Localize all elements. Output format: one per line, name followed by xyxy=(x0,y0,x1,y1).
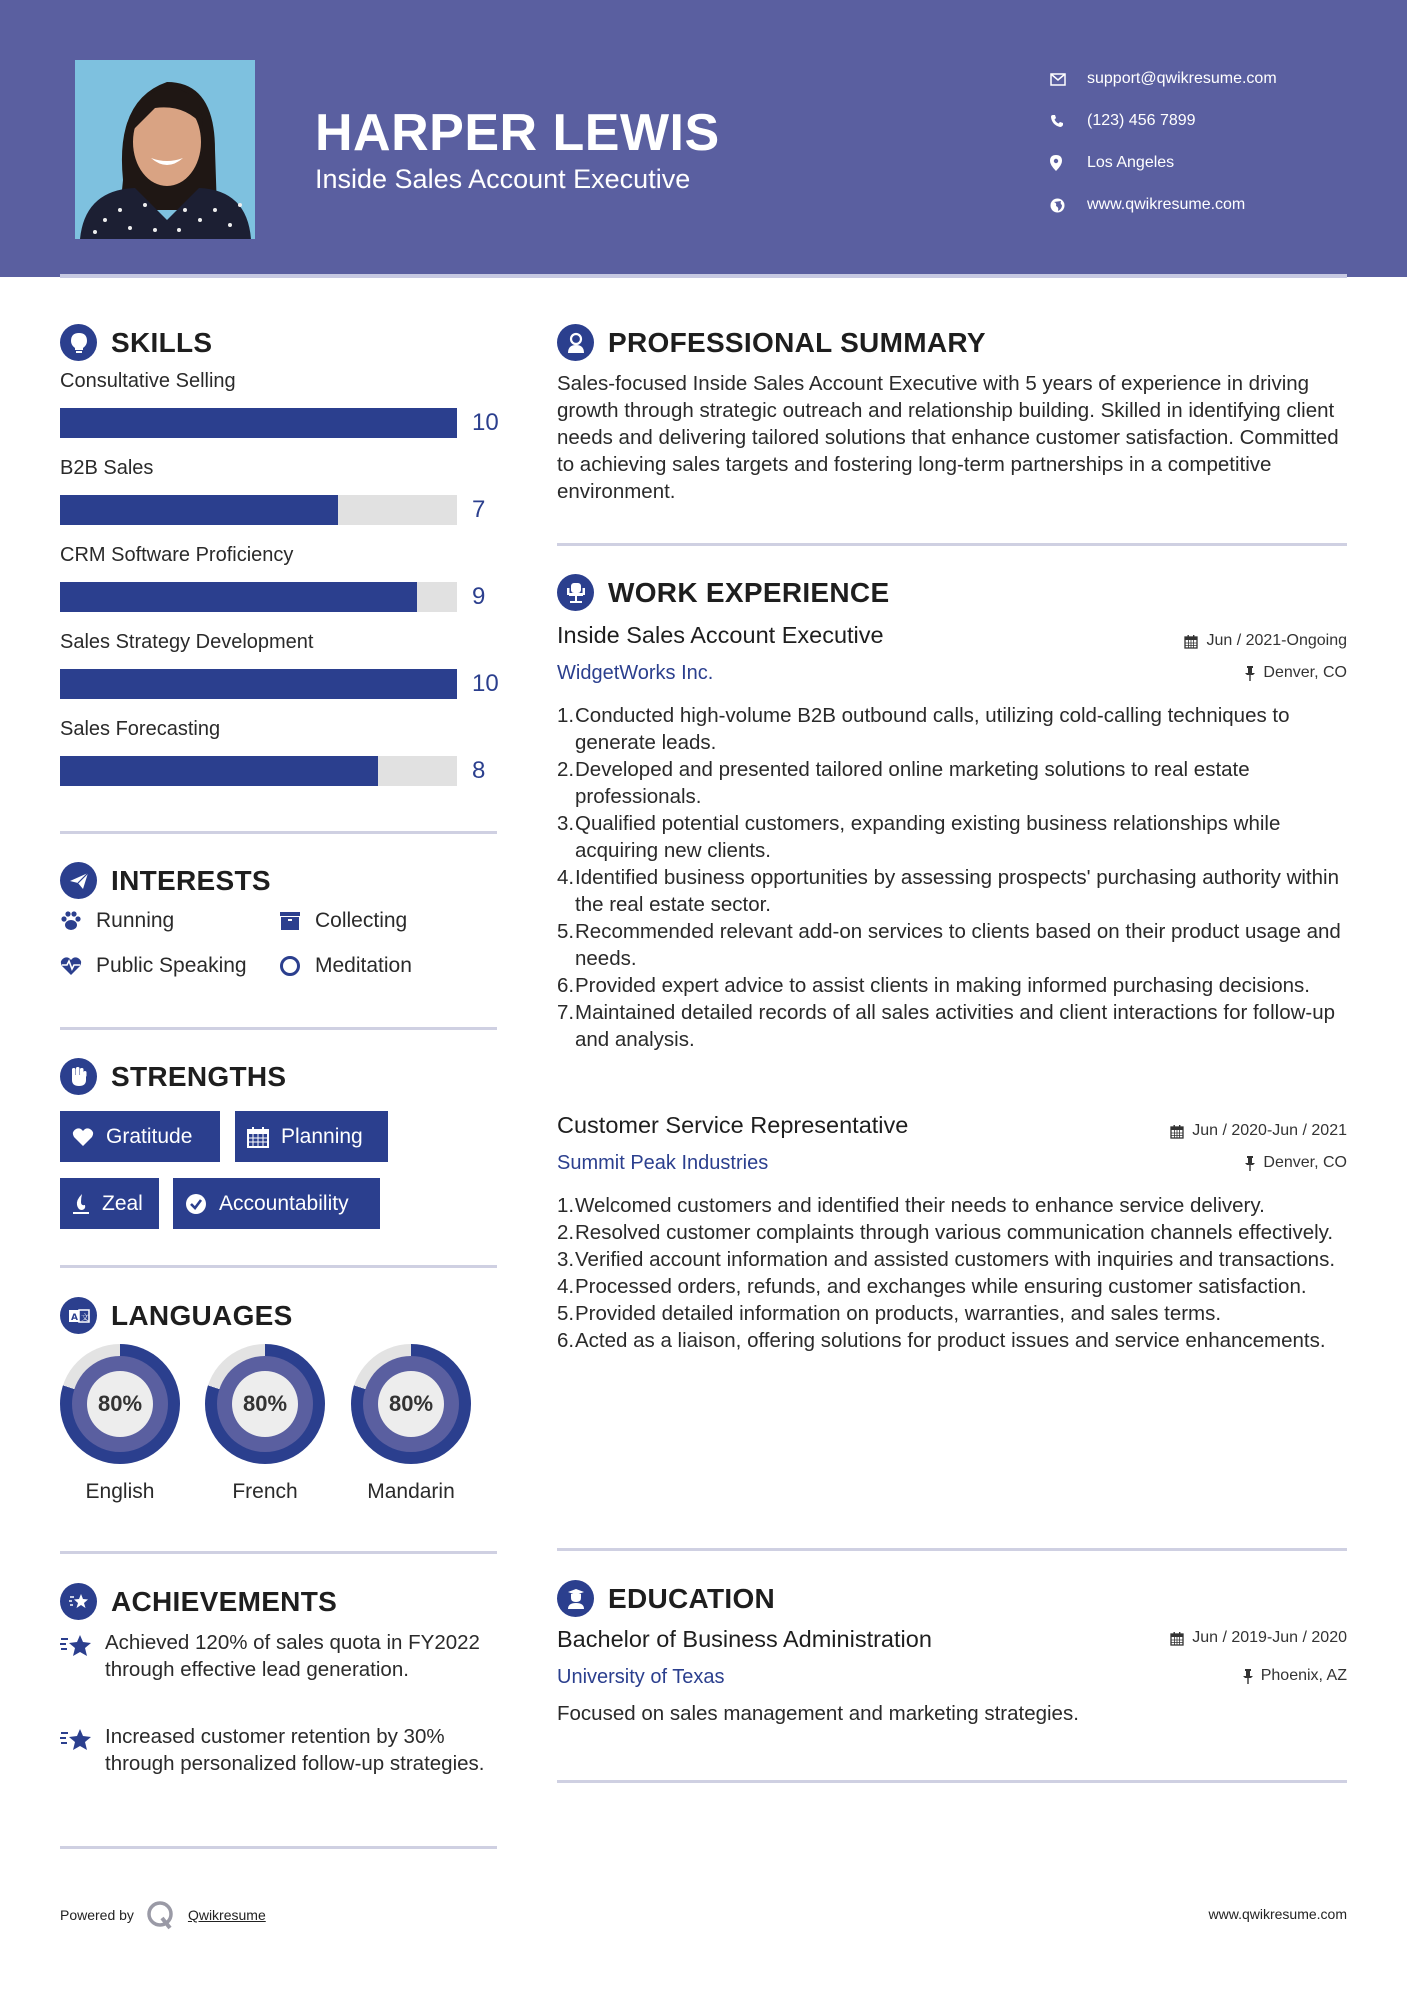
qwikresume-logo-icon xyxy=(146,1900,176,1930)
skill-bar-fill xyxy=(60,582,417,612)
pushpin-icon xyxy=(1245,666,1255,681)
footer-powered-by: Powered by Qwikresume xyxy=(60,1900,266,1930)
language-label: English xyxy=(85,1480,155,1503)
star-icon xyxy=(60,1723,105,1777)
svg-text:A: A xyxy=(70,1312,78,1323)
list-item: 5. Provided detailed information on products, warranties, and sales terms. xyxy=(557,1302,1222,1325)
interest-item: Collecting xyxy=(279,909,407,933)
job-location: Denver, CO xyxy=(1245,1154,1347,1172)
pushpin-icon xyxy=(1245,1156,1255,1171)
skill-label: Sales Forecasting xyxy=(60,718,221,740)
job-dates: Jun / 2021-Ongoing xyxy=(1184,632,1347,650)
job-location: Denver, CO xyxy=(1245,664,1347,682)
star-badge-icon xyxy=(60,1583,97,1620)
translate-icon xyxy=(60,1297,97,1334)
education-school: University of Texas xyxy=(557,1666,725,1688)
flame-icon xyxy=(72,1193,90,1215)
skill-bar-fill xyxy=(60,495,338,525)
candidate-name: HARPER LEWIS xyxy=(315,104,720,162)
skill-value: 10 xyxy=(472,670,499,697)
skill-bar xyxy=(60,408,457,438)
archive-box-icon xyxy=(279,911,315,931)
circle-icon xyxy=(279,955,315,977)
calendar-icon xyxy=(1170,1124,1184,1139)
section-divider xyxy=(60,1551,497,1554)
education-dates: Jun / 2019-Jun / 2020 xyxy=(1170,1629,1347,1647)
summary-text: Sales-focused Inside Sales Account Executive with 5 years of experience in driving growth through strategic outreach and relationship building. Skilled in identifying client needs and delivering tailored solutions that enhance customer satisfaction. Committed to achieving sales targets and fostering long-term partnerships in a competitive environment. xyxy=(557,372,1339,503)
list-item: 6. Acted as a liaison, offering solutions for product issues and service enhancements. xyxy=(557,1329,1326,1352)
phone-icon xyxy=(1050,114,1087,128)
list-item: 5. Recommended relevant add-on services to clients based on their product usage and needs. xyxy=(557,920,1341,970)
list-item: 7. Maintained detailed records of all sales activities and client interactions for follow-up and analysis. xyxy=(557,1001,1336,1051)
paw-icon xyxy=(60,911,96,931)
section-divider xyxy=(557,543,1347,546)
interest-item: Public Speaking xyxy=(60,954,247,978)
contact-website[interactable] xyxy=(1050,184,1370,226)
list-item: 1. Welcomed customers and identified their needs to enhance service delivery. xyxy=(557,1194,1265,1217)
interests-heading: INTERESTS xyxy=(60,862,271,899)
skill-label: B2B Sales xyxy=(60,457,154,479)
contact-email-text: support@qwikresume.com xyxy=(1087,70,1277,87)
section-divider xyxy=(557,1780,1347,1783)
calendar-icon xyxy=(1170,1631,1184,1646)
job-company: Summit Peak Industries xyxy=(557,1152,769,1174)
paper-plane-icon xyxy=(60,862,97,899)
strength-badge: Gratitude xyxy=(60,1111,220,1162)
heartbeat-icon xyxy=(60,956,96,976)
language-percent: 80% xyxy=(232,1371,298,1437)
languages-heading: A 文 LANGUAGES xyxy=(60,1297,293,1334)
list-item: 3. Qualified potential customers, expanding existing business relationships while acquiring new clients. xyxy=(557,812,1281,862)
achievements-heading: ACHIEVEMENTS xyxy=(60,1583,337,1620)
skill-label: CRM Software Proficiency xyxy=(60,544,294,566)
achievement-item: Achieved 120% of sales quota in FY2022 through effective lead generation. xyxy=(60,1629,500,1683)
contact-list xyxy=(1050,58,1370,226)
job-title: Inside Sales Account Executive xyxy=(557,622,884,648)
strength-badge: Zeal xyxy=(60,1178,159,1229)
language-donut xyxy=(205,1344,325,1464)
contact-website-text: www.qwikresume.com xyxy=(1087,196,1246,213)
job-bullet-list xyxy=(557,702,1357,1053)
language-label: French xyxy=(232,1480,298,1503)
job-dates: Jun / 2020-Jun / 2021 xyxy=(1170,1122,1347,1140)
skill-bar xyxy=(60,756,457,786)
skill-bar-fill xyxy=(60,408,457,438)
heart-icon xyxy=(72,1127,94,1147)
achievement-item: Increased customer retention by 30% through personalized follow-up strategies. xyxy=(60,1723,500,1777)
skill-value: 8 xyxy=(472,757,486,784)
list-item: 1. Conducted high-volume B2B outbound calls, utilizing cold-calling techniques to generate leads. xyxy=(557,704,1290,754)
contact-phone-text: (123) 456 7899 xyxy=(1087,112,1196,129)
graduate-icon xyxy=(557,1580,594,1617)
language-donut xyxy=(351,1344,471,1464)
section-divider xyxy=(60,1265,497,1268)
skill-bar-fill xyxy=(60,756,378,786)
skills-heading: SKILLS xyxy=(60,324,212,361)
job-bullet-list xyxy=(557,1192,1357,1354)
star-icon xyxy=(60,1629,105,1683)
svg-text:文: 文 xyxy=(80,1312,89,1322)
education-degree: Bachelor of Business Administration xyxy=(557,1626,932,1652)
strength-badge: Planning xyxy=(235,1111,388,1162)
section-divider xyxy=(60,831,497,834)
education-description: Focused on sales management and marketing strategies. xyxy=(557,1702,1079,1725)
user-icon xyxy=(557,324,594,361)
education-location: Phoenix, AZ xyxy=(1243,1667,1347,1685)
contact-location xyxy=(1050,142,1370,184)
pushpin-icon xyxy=(1243,1669,1253,1684)
section-divider xyxy=(557,1548,1347,1551)
skill-value: 10 xyxy=(472,409,499,436)
contact-phone[interactable] xyxy=(1050,100,1370,142)
check-circle-icon xyxy=(185,1193,207,1215)
job-company: WidgetWorks Inc. xyxy=(557,662,714,684)
candidate-title: Inside Sales Account Executive xyxy=(315,164,691,194)
calendar-icon xyxy=(1184,634,1198,649)
education-heading: EDUCATION xyxy=(557,1580,775,1617)
section-divider xyxy=(60,1027,497,1030)
calendar-icon xyxy=(247,1126,269,1148)
job-title: Customer Service Representative xyxy=(557,1112,909,1138)
language-percent: 80% xyxy=(378,1371,444,1437)
map-pin-icon xyxy=(1050,155,1087,171)
lightbulb-icon xyxy=(60,324,97,361)
skill-value: 7 xyxy=(472,496,486,523)
raised-fist-icon xyxy=(60,1058,97,1095)
experience-heading: WORK EXPERIENCE xyxy=(557,574,889,611)
interest-item: Meditation xyxy=(279,954,412,978)
language-donut xyxy=(60,1344,180,1464)
list-item: 3. Verified account information and assisted customers with inquiries and transactions. xyxy=(557,1248,1336,1271)
contact-email[interactable] xyxy=(1050,58,1370,100)
skill-bar xyxy=(60,669,457,699)
section-divider xyxy=(60,1846,497,1849)
globe-icon xyxy=(1050,198,1087,213)
skill-bar-fill xyxy=(60,669,457,699)
language-label: Mandarin xyxy=(367,1480,455,1503)
list-item: 2. Resolved customer complaints through various communication channels effectively. xyxy=(557,1221,1334,1244)
skill-label: Consultative Selling xyxy=(60,370,236,392)
language-percent: 80% xyxy=(87,1371,153,1437)
list-item: 6. Provided expert advice to assist clients in making informed purchasing decisions. xyxy=(557,974,1310,997)
list-item: 4. Processed orders, refunds, and exchanges while ensuring customer satisfaction. xyxy=(557,1275,1307,1298)
profile-photo xyxy=(75,60,255,239)
qwikresume-link[interactable]: Qwikresume xyxy=(187,1907,266,1923)
summary-heading: PROFESSIONAL SUMMARY xyxy=(557,324,986,361)
strengths-heading: STRENGTHS xyxy=(60,1058,286,1095)
interest-item: Running xyxy=(60,909,174,933)
contact-location-text: Los Angeles xyxy=(1087,154,1175,171)
list-item: 2. Developed and presented tailored online marketing solutions to real estate professionals. xyxy=(557,758,1250,808)
office-chair-icon xyxy=(557,574,594,611)
footer-website-link[interactable]: www.qwikresume.com xyxy=(1208,1906,1347,1922)
list-item: 4. Identified business opportunities by assessing prospects' purchasing authority within the real estate sector. xyxy=(557,866,1339,916)
skill-bar xyxy=(60,582,457,612)
envelope-icon xyxy=(1050,73,1087,86)
header-divider xyxy=(60,274,1347,278)
skill-value: 9 xyxy=(472,583,486,610)
skill-bar xyxy=(60,495,457,525)
strength-badge: Accountability xyxy=(173,1178,380,1229)
skill-label: Sales Strategy Development xyxy=(60,631,314,653)
